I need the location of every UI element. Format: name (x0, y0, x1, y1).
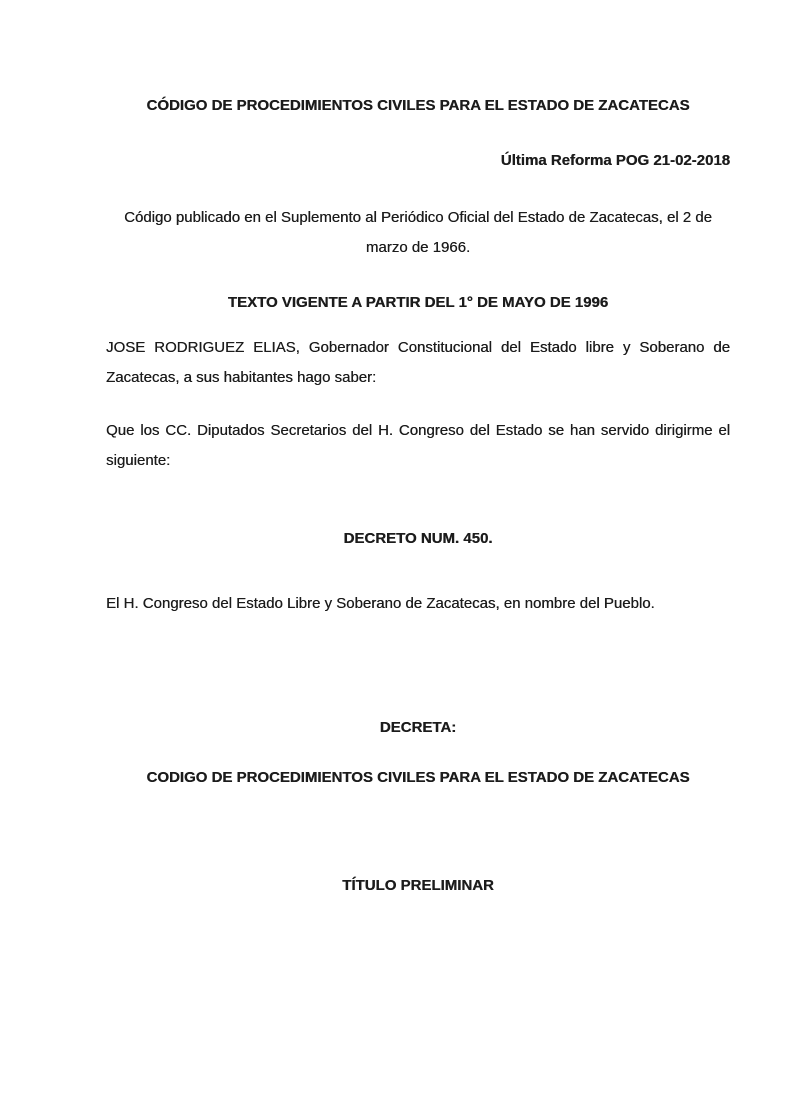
governor-statement-line: JOSE RODRIGUEZ ELIAS, Gobernador Constitucional del Estado libre y Soberano de (106, 339, 730, 356)
congress-declaration-line: El H. Congreso del Estado Libre y Soberano de Zacatecas, en nombre del Pueblo. (106, 595, 655, 612)
publication-note (106, 203, 730, 263)
request-statement-paragraph (106, 416, 730, 476)
request-statement-line: Que los CC. Diputados Secretarios del H. Congreso del Estado se han servido dirigirme el (106, 422, 730, 439)
governor-statement-paragraph (106, 333, 730, 393)
effective-text-heading: TEXTO VIGENTE A PARTIR DEL 1° DE MAYO DE 1996 (227, 294, 609, 311)
code-name-heading: CODIGO DE PROCEDIMIENTOS CIVILES PARA EL ESTADO DE ZACATECAS (146, 769, 690, 786)
page-title: CÓDIGO DE PROCEDIMIENTOS CIVILES PARA EL ESTADO DE ZACATECAS (146, 97, 690, 114)
publication-note-line: Código publicado en el Suplemento al Periódico Oficial del Estado de Zacatecas, el 2 de (124, 209, 712, 226)
decreta-heading: DECRETA: (379, 719, 457, 736)
request-statement-line: siguiente: (106, 452, 171, 469)
preliminary-title-heading: TÍTULO PRELIMINAR (342, 877, 494, 894)
decree-number-heading: DECRETO NUM. 450. (343, 530, 493, 547)
last-reform-note: Última Reforma POG 21-02-2018 (500, 152, 730, 169)
publication-note-line: marzo de 1966. (365, 239, 471, 256)
document-page (0, 91, 791, 1115)
governor-statement-line: Zacatecas, a sus habitantes hago saber: (106, 369, 377, 386)
